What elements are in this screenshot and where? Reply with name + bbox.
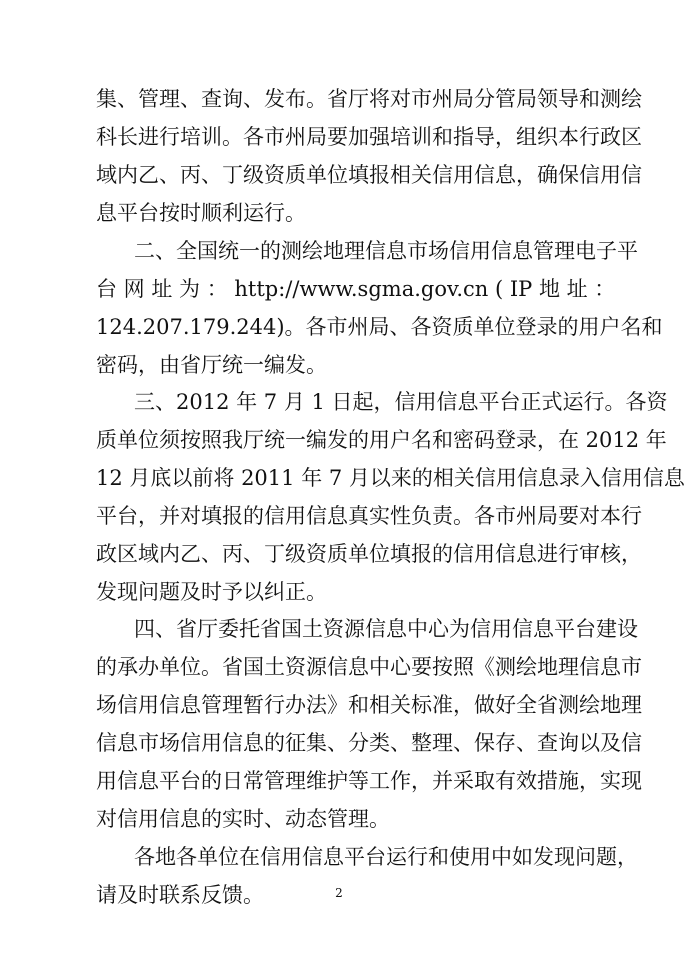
paragraph-line: 二、全国统一的测绘地理信息市场信用信息管理电子平 bbox=[134, 239, 638, 263]
paragraph-line: 用信息平台的日常管理维护等工作，并采取有效措施，实现 bbox=[96, 769, 642, 793]
paragraph-line: 集、管理、查询、发布。省厅将对市州局分管局领导和测绘 bbox=[96, 87, 642, 111]
paragraph-line: 三、2012 年 7 月 1 日起，信用信息平台正式运行。各资 bbox=[134, 390, 668, 414]
paragraph-line: 各地各单位在信用信息平台运行和使用中如发现问题， bbox=[134, 845, 638, 869]
paragraph-line: 平台，并对填报的信用信息真实性负责。各市州局要对本行 bbox=[96, 504, 642, 528]
paragraph-line: 对信用信息的实时、动态管理。 bbox=[96, 807, 390, 831]
paragraph-line: 息平台按时顺利运行。 bbox=[96, 201, 306, 225]
paragraph-line: 密码，由省厅统一编发。 bbox=[96, 353, 327, 377]
paragraph-line: 场信用信息管理暂行办法》和相关标准，做好全省测绘地理 bbox=[96, 693, 642, 717]
paragraph-line: 质单位须按照我厅统一编发的用户名和密码登录，在 2012 年 bbox=[96, 428, 667, 452]
paragraph-line: 四、省厅委托省国土资源信息中心为信用信息平台建设 bbox=[134, 617, 638, 641]
paragraph-line: 的承办单位。省国土资源信息中心要按照《测绘地理信息市 bbox=[96, 655, 642, 679]
paragraph-line: 12 月底以前将 2011 年 7 月以来的相关信用信息录入信用信息 bbox=[96, 466, 685, 490]
paragraph-line: 政区域内乙、丙、丁级资质单位填报的信用信息进行审核， bbox=[96, 542, 642, 566]
paragraph-line: 124.207.179.244)。各市州局、各资质单位登录的用户名和 bbox=[96, 315, 663, 339]
paragraph-line: 科长进行培训。各市州局要加强培训和指导，组织本行政区 bbox=[96, 125, 642, 149]
paragraph-line: 请及时联系反馈。 bbox=[96, 883, 264, 907]
paragraph-line: 信息市场信用信息的征集、分类、整理、保存、查询以及信 bbox=[96, 731, 642, 755]
paragraph-line: 台 网 址 为 ： http://www.sgma.gov.cn ( IP 地 址 ： bbox=[96, 277, 616, 301]
paragraph-line: 域内乙、丙、丁级资质单位填报相关信用信息，确保信用信 bbox=[96, 163, 642, 187]
paragraph-line: 发现问题及时予以纠正。 bbox=[96, 580, 327, 604]
page-number: 2 bbox=[335, 886, 343, 900]
